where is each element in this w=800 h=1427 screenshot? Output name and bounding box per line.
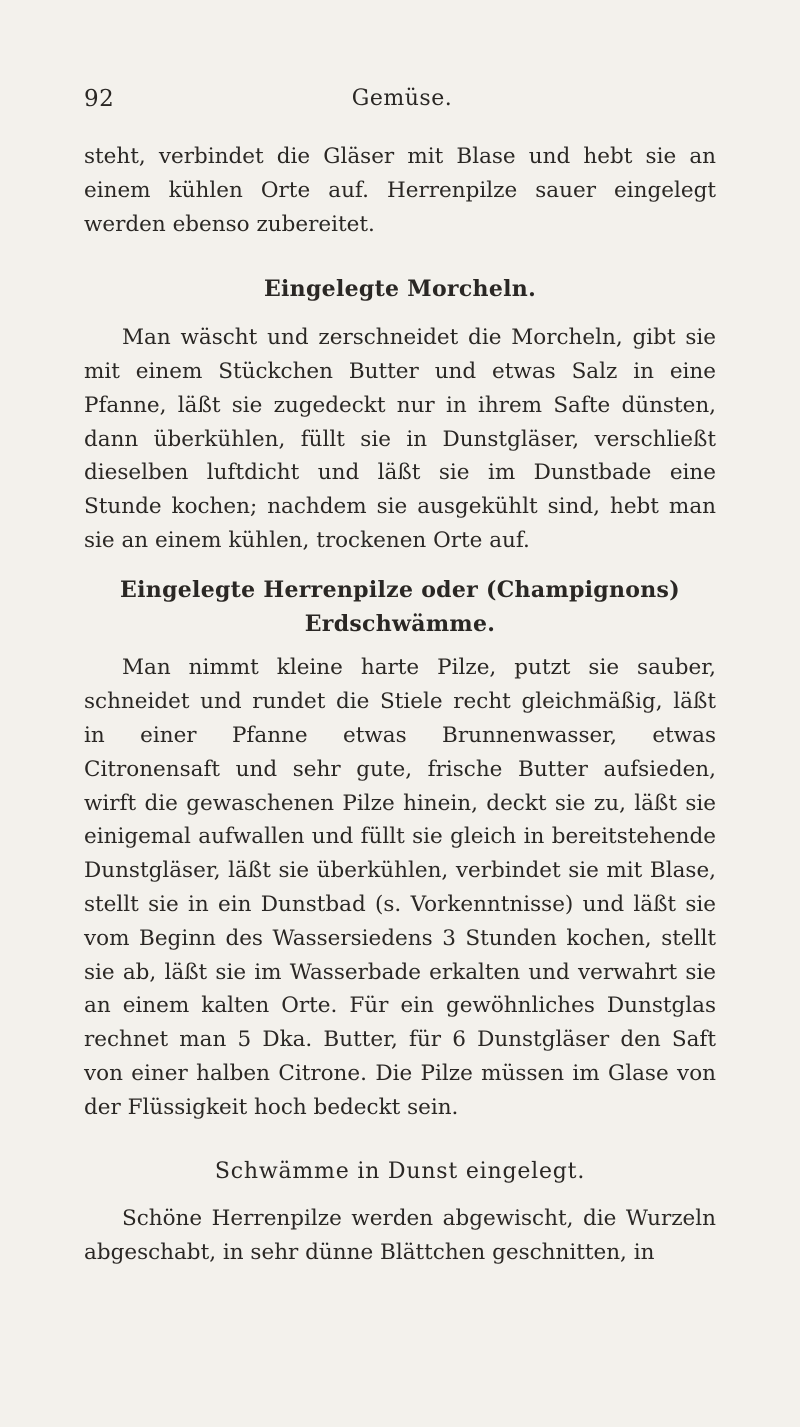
paragraph-herrenpilze: Man nimmt kleine harte Pilze, putzt sie sauber, schneidet und rundet die Stiele recht gleichmäßig, läßt in einer Pfanne etwas Brunnenwasser, etwas Citronensaft und sehr gute, frische Butter aufsieden, wirft die gewaschenen Pilze hinein, deckt sie zu, läßt sie einigemal aufwallen und füllt sie gleich in bereitstehende Dunstgläser, läßt sie überkühlen, verbindet sie mit Blase, stellt sie in ein Dunstbad (s. Vorkenntnisse) und läßt sie vom Beginn des Wassersiedens 3 Stunden kochen, stellt sie ab, läßt sie im Wasserbade erkalten und verwahrt sie an einem kalten Orte. Für ein gewöhnliches Dunstglas rechnet man 5 Dka. Butter, für 6 Dunstgläser den Saft von einer halben Citrone. Die Pilze müssen im Glase von der Flüssigkeit hoch bedeckt sein. <box>84 655 716 1120</box>
section-heading-morcheln: Eingelegte Morcheln. <box>263 276 537 303</box>
running-title: Gemüse. <box>351 86 453 111</box>
section-heading-herrenpilze: Eingelegte Herrenpilze oder (Champignons) Erdschwämme. <box>120 576 680 637</box>
paragraph-continuation: steht, verbindet die Gläser mit Blase und hebt sie an einem kühlen Orte auf. Herrenpilze sauer eingelegt werden ebenso zubereitet. <box>84 144 716 237</box>
page-header <box>84 86 720 122</box>
section-heading-schwaemme: Schwämme in Dunst eingelegt. <box>214 1158 586 1184</box>
paragraph-morcheln: Man wäscht und zerschneidet die Morcheln, gibt sie mit einem Stückchen Butter und etwas Salz in eine Pfanne, läßt sie zugedeckt nur in ihrem Safte dünsten, dann überkühlen, füllt sie in Dunstgläser, verschließt dieselben luftdicht und läßt sie im Dunstbade eine Stunde kochen; nachdem sie ausgekühlt sind, hebt man sie an einem kühlen, trockenen Orte auf. <box>84 325 716 553</box>
page-number: 92 <box>84 86 115 112</box>
paragraph-schwaemme: Schöne Herrenpilze werden abgewischt, die Wurzeln abgeschabt, in sehr dünne Blättchen geschnitten, in <box>84 1206 716 1266</box>
body-text <box>84 140 716 1270</box>
